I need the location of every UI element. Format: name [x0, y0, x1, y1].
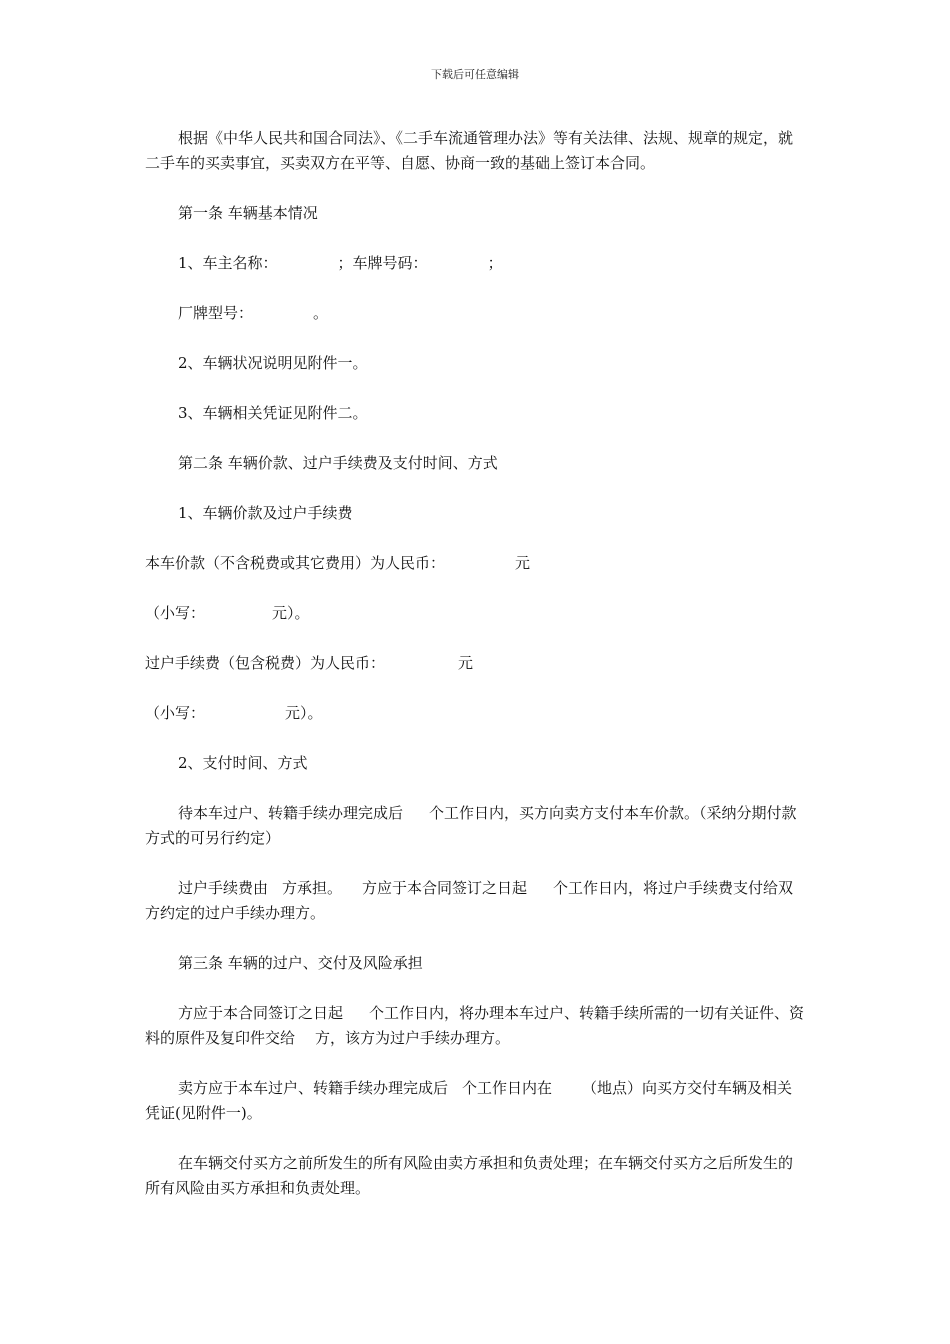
small-label: （小写： [145, 604, 206, 622]
fee-line [145, 651, 807, 676]
fee-pay-a: 过户手续费由 [178, 879, 269, 897]
delivery-paragraph [145, 1076, 807, 1126]
transfer-c: 方，该方为过户手续办理方。 [315, 1029, 511, 1047]
article-1-item-3: 3、车辆相关凭证见附件二。 [178, 404, 368, 422]
transfer-b: 个工作日内，将办理本车过户、转籍手续所需的一切有关证件、资料的原件及复印件交给 [145, 1004, 805, 1047]
article-2-item-1: 1、车辆价款及过户手续费 [178, 504, 353, 522]
risk-paragraph: 在车辆交付买方之前所发生的所有风险由卖方承担和负责处理；在车辆交付买方之后所发生的所有风险由买方承担和负责处理。 [145, 1154, 794, 1197]
article-2-item-2: 2、支付时间、方式 [178, 754, 308, 772]
semicolon: ； [487, 254, 503, 272]
payment-text-a: 待本车过户、转籍手续办理完成后 [178, 804, 404, 822]
price-line [145, 551, 807, 576]
owner-name-label: 1、车主名称： [178, 254, 278, 272]
fee-pay-d: 个工作日内，将过户手续费支付给双方约定的过户手续办理方。 [145, 879, 794, 922]
article-3-title: 第三条 车辆的过户、交付及风险承担 [178, 954, 423, 972]
fee-label: 过户手续费（包含税费）为人民币： [145, 654, 386, 672]
deliver-a: 卖方应于本车过户、转籍手续办理完成后 [178, 1079, 449, 1097]
deliver-b: 个工作日内在 [462, 1079, 553, 1097]
model-label: 厂牌型号： [178, 304, 254, 322]
fee-small-line [145, 701, 807, 726]
small-label: （小写： [145, 704, 206, 722]
owner-plate-line [145, 251, 807, 276]
plate-number-label: ；车牌号码： [337, 254, 428, 272]
article-1-title: 第一条 车辆基本情况 [178, 204, 318, 222]
deliver-c: （地点）向买方交付车辆及相关凭证(见附件一)。 [145, 1079, 793, 1122]
period: 。 [313, 304, 329, 322]
fee-pay-b: 方承担。 [282, 879, 343, 897]
yuan-close: 元）。 [285, 704, 323, 722]
fee-pay-c: 方应于本合同签订之日起 [362, 879, 528, 897]
payment-paragraph [145, 801, 807, 851]
model-line [145, 301, 807, 326]
fee-payment-paragraph [145, 876, 807, 926]
intro-paragraph: 根据《中华人民共和国合同法》、《二手车流通管理办法》等有关法律、法规、规章的规定，就二手车的买卖事宜，买卖双方在平等、自愿、协商一致的基础上签订本合同。 [145, 129, 794, 172]
page-header: 下载后可任意编辑 [431, 68, 519, 81]
price-small-line [145, 601, 807, 626]
yuan: 元 [458, 654, 474, 672]
article-2-title: 第二条 车辆价款、过户手续费及支付时间、方式 [178, 454, 498, 472]
payment-text-b: 个工作日内，买方向卖方支付本车价款。（采纳分期付款方式的可另行约定） [145, 804, 797, 847]
transfer-paragraph [145, 1001, 807, 1051]
price-label: 本车价款（不含税费或其它费用）为人民币： [145, 554, 446, 572]
yuan: 元 [515, 554, 531, 572]
transfer-a: 方应于本合同签订之日起 [178, 1004, 344, 1022]
contract-body [145, 126, 807, 1201]
article-1-item-2: 2、车辆状况说明见附件一。 [178, 354, 368, 372]
yuan-close: 元）。 [272, 604, 310, 622]
